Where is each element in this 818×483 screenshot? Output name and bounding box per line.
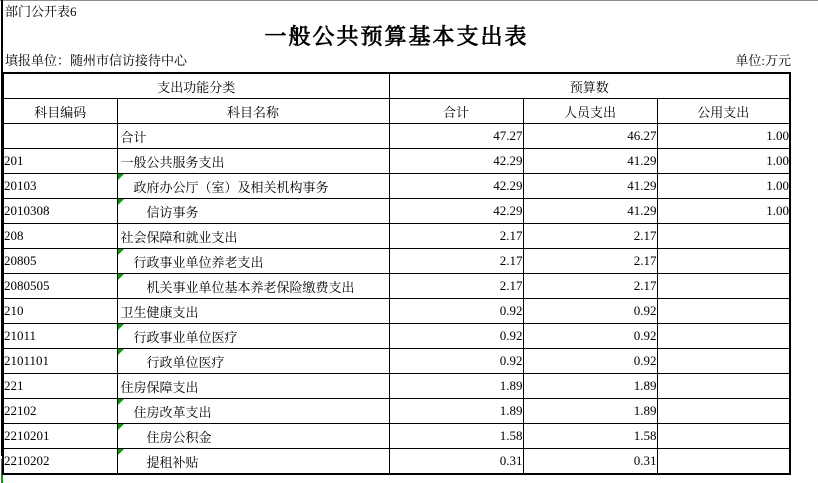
header-subject-name: 科目名称 [117,99,389,124]
window-top-edge [0,0,818,1]
cell-error-flag-icon [118,449,124,455]
table-row [3,274,790,299]
public-value-cell [657,399,790,424]
subject-name-text: 行政事业单位养老支出 [133,254,264,270]
table-row [3,224,790,249]
table-row [3,249,790,274]
subject-name-cell [117,174,389,199]
total-value-cell: 2.17 [389,249,523,274]
subject-name-text: 住房改革支出 [133,404,212,420]
subject-name-text: 社会保障和就业支出 [120,229,238,245]
public-value-cell: 1.00 [657,174,790,199]
header-group-row [3,73,790,99]
subject-name-text: 住房保障支出 [120,379,199,395]
cell-error-flag-icon [118,174,124,180]
public-value-cell [657,349,790,374]
public-value-cell [657,299,790,324]
table-row [3,199,790,224]
subject-name-text: 合计 [120,129,147,145]
header-public-expenditure: 公用支出 [657,99,790,124]
table-row [3,324,790,349]
subject-code-cell: 20103 [3,174,117,199]
subject-name-cell [117,299,389,324]
public-value-cell [657,224,790,249]
table-row [3,149,790,174]
table-row [3,174,790,199]
total-value-cell: 42.29 [389,149,523,174]
total-value-cell: 47.27 [389,124,523,149]
table-row [3,299,790,324]
subject-code-cell: 208 [3,224,117,249]
personnel-value-cell: 1.89 [523,374,657,399]
subject-code-cell: 2210202 [3,449,117,475]
subject-name-cell [117,324,389,349]
subject-code-cell: 20805 [3,249,117,274]
total-value-cell: 2.17 [389,224,523,249]
personnel-value-cell: 41.29 [523,199,657,224]
reporting-unit-label: 填报单位：随州市信访接待中心 [5,53,188,68]
subject-name-text: 行政单位医疗 [146,354,225,370]
total-value-cell: 42.29 [389,199,523,224]
public-value-cell [657,274,790,299]
personnel-value-cell: 2.17 [523,249,657,274]
personnel-value-cell: 41.29 [523,149,657,174]
public-value-cell: 1.00 [657,124,790,149]
subject-name-cell [117,224,389,249]
cell-error-flag-icon [118,274,124,280]
subject-name-text: 信访事务 [146,204,199,220]
total-value-cell: 1.89 [389,399,523,424]
public-value-cell [657,324,790,349]
total-value-cell: 0.92 [389,349,523,374]
public-value-cell [657,374,790,399]
table-row [3,349,790,374]
total-value-cell: 0.92 [389,299,523,324]
public-value-cell [657,424,790,449]
subject-code-cell: 2010308 [3,199,117,224]
personnel-value-cell: 0.92 [523,324,657,349]
subject-name-text: 卫生健康支出 [120,304,199,320]
cell-error-flag-icon [118,424,124,430]
personnel-value-cell: 2.17 [523,224,657,249]
public-value-cell [657,249,790,274]
subject-code-cell: 22102 [3,399,117,424]
subject-name-cell [117,249,389,274]
table-row [3,124,790,149]
personnel-value-cell: 0.92 [523,299,657,324]
total-value-cell: 42.29 [389,174,523,199]
subject-name-cell [117,349,389,374]
subject-name-cell [117,449,389,475]
total-value-cell: 1.89 [389,374,523,399]
subject-code-cell: 2101101 [3,349,117,374]
subject-name-text: 住房公积金 [146,429,212,445]
table-row [3,399,790,424]
header-total: 合计 [389,99,523,124]
header-subject-code: 科目编码 [3,99,117,124]
subject-code-cell: 221 [3,374,117,399]
personnel-value-cell: 0.92 [523,349,657,374]
budget-expenditure-table [2,72,791,475]
subject-name-text: 政府办公厅（室）及相关机构事务 [133,179,329,195]
header-personnel-expenditure: 人员支出 [523,99,657,124]
header-budget-numbers: 预算数 [389,73,790,99]
header-column-row [3,99,790,124]
subject-code-cell: 2080505 [3,274,117,299]
subject-name-cell [117,149,389,174]
cell-error-flag-icon [118,324,124,330]
total-value-cell: 0.92 [389,324,523,349]
personnel-value-cell: 1.89 [523,399,657,424]
subject-name-text: 行政事业单位医疗 [133,329,238,345]
table-row [3,424,790,449]
subject-name-text: 机关事业单位基本养老保险缴费支出 [146,279,355,295]
subject-name-text: 一般公共服务支出 [120,154,225,170]
personnel-value-cell: 2.17 [523,274,657,299]
personnel-value-cell: 0.31 [523,449,657,475]
public-value-cell: 1.00 [657,149,790,174]
cell-error-flag-icon [118,249,124,255]
personnel-value-cell: 41.29 [523,174,657,199]
personnel-value-cell: 46.27 [523,124,657,149]
total-value-cell: 1.58 [389,424,523,449]
table-row [3,449,790,475]
public-value-cell: 1.00 [657,199,790,224]
subject-name-cell [117,274,389,299]
subject-name-cell [117,124,389,149]
cell-error-flag-icon [118,349,124,355]
total-value-cell: 0.31 [389,449,523,475]
subject-name-text: 提租补贴 [146,454,199,470]
subject-name-cell [117,424,389,449]
cell-error-flag-icon [118,399,124,405]
page-title: 一般公共预算基本支出表 [264,24,529,49]
meta-row [5,53,791,69]
total-value-cell: 2.17 [389,274,523,299]
subject-code-cell: 2210201 [3,424,117,449]
sheet-label: 部门公开表6 [5,4,77,19]
subject-code-cell [3,124,117,149]
subject-name-cell [117,399,389,424]
subject-code-cell: 210 [3,299,117,324]
public-value-cell [657,449,790,475]
personnel-value-cell: 1.58 [523,424,657,449]
table-row [3,374,790,399]
subject-code-cell: 21011 [3,324,117,349]
subject-code-cell: 201 [3,149,117,174]
unit-note-label: 单位:万元 [735,53,791,68]
cell-error-flag-icon [118,199,124,205]
subject-name-cell [117,199,389,224]
header-function-classification: 支出功能分类 [3,73,389,99]
subject-name-cell [117,374,389,399]
